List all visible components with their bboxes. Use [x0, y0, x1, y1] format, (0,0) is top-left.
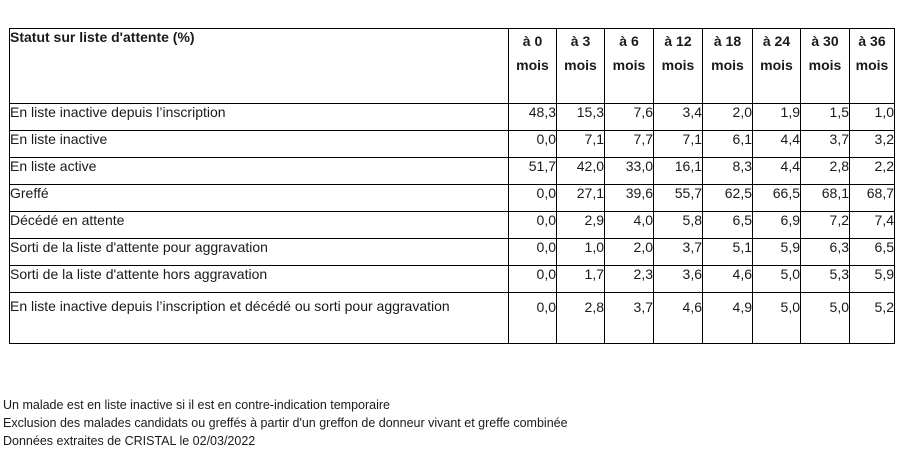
column-header-unit: mois [612, 57, 646, 73]
value-cell: 6,5 [850, 239, 895, 266]
value-cell: 33,0 [605, 158, 654, 185]
table-row [10, 158, 895, 185]
table-row [10, 104, 895, 131]
row-label: En liste active [10, 158, 509, 185]
column-header-top: à 12 [664, 33, 692, 49]
value-cell: 7,4 [850, 212, 895, 239]
column-header [509, 29, 557, 104]
value-cell: 62,5 [703, 185, 753, 212]
column-header-unit: mois [564, 57, 597, 73]
value-cell: 42,0 [557, 158, 605, 185]
column-header [801, 29, 850, 104]
value-cell: 3,7 [801, 131, 850, 158]
value-cell: 2,0 [703, 104, 753, 131]
value-cell: 5,0 [801, 293, 850, 344]
value-cell: 4,6 [654, 293, 703, 344]
column-header [654, 29, 703, 104]
column-header-unit: mois [808, 57, 842, 73]
value-cell: 3,7 [605, 293, 654, 344]
value-cell: 2,3 [605, 266, 654, 293]
value-cell: 2,8 [801, 158, 850, 185]
row-label: Greffé [10, 185, 509, 212]
column-header-top: à 3 [570, 33, 591, 49]
table-row [10, 185, 895, 212]
value-cell: 5,1 [703, 239, 753, 266]
table-header-row [10, 29, 895, 104]
row-label: Sorti de la liste d'attente pour aggravation [10, 239, 509, 266]
value-cell: 68,1 [801, 185, 850, 212]
value-cell: 8,3 [703, 158, 753, 185]
table-row [10, 212, 895, 239]
value-cell: 66,5 [753, 185, 801, 212]
value-cell: 6,5 [703, 212, 753, 239]
value-cell: 0,0 [509, 131, 557, 158]
column-header-unit: mois [711, 57, 744, 73]
waiting-list-status-table [9, 28, 895, 344]
table-row [10, 131, 895, 158]
value-cell: 2,9 [557, 212, 605, 239]
value-cell: 6,3 [801, 239, 850, 266]
row-label: En liste inactive depuis l’inscription [10, 104, 509, 131]
column-header-unit: mois [516, 57, 549, 73]
row-label: En liste inactive [10, 131, 509, 158]
value-cell: 68,7 [850, 185, 895, 212]
value-cell: 51,7 [509, 158, 557, 185]
column-header-top: à 36 [858, 33, 886, 49]
column-header-top: à 18 [713, 33, 742, 49]
value-cell: 2,8 [557, 293, 605, 344]
value-cell: 4,0 [605, 212, 654, 239]
value-cell: 6,1 [703, 131, 753, 158]
column-header [557, 29, 605, 104]
value-cell: 3,7 [654, 239, 703, 266]
value-cell: 0,0 [509, 239, 557, 266]
value-cell: 6,9 [753, 212, 801, 239]
value-cell: 3,6 [654, 266, 703, 293]
value-cell: 7,1 [557, 131, 605, 158]
value-cell: 5,0 [753, 293, 801, 344]
table-row [10, 266, 895, 293]
column-header [850, 29, 895, 104]
column-header [605, 29, 654, 104]
value-cell: 7,2 [801, 212, 850, 239]
column-header-top: à 0 [522, 33, 543, 49]
column-header [703, 29, 753, 104]
table-row [10, 239, 895, 266]
column-header-unit: mois [855, 57, 889, 73]
value-cell: 5,8 [654, 212, 703, 239]
value-cell: 1,0 [850, 104, 895, 131]
value-cell: 1,5 [801, 104, 850, 131]
footnote: Exclusion des malades candidats ou greffés à partir d'un greffon de donneur vivant et greffe combinée [3, 416, 568, 430]
value-cell: 0,0 [509, 266, 557, 293]
value-cell: 55,7 [654, 185, 703, 212]
row-label: En liste inactive depuis l’inscription et décédé ou sorti pour aggravation [10, 293, 509, 344]
value-cell: 39,6 [605, 185, 654, 212]
table-row [10, 293, 895, 344]
footnotes [3, 396, 568, 450]
value-cell: 5,9 [753, 239, 801, 266]
value-cell: 4,4 [753, 158, 801, 185]
value-cell: 7,7 [605, 131, 654, 158]
row-label: Décédé en attente [10, 212, 509, 239]
value-cell: 7,6 [605, 104, 654, 131]
value-cell: 16,1 [654, 158, 703, 185]
value-cell: 3,2 [850, 131, 895, 158]
column-header [753, 29, 801, 104]
value-cell: 0,0 [509, 212, 557, 239]
value-cell: 48,3 [509, 104, 557, 131]
header-label: Statut sur liste d'attente (%) [10, 29, 509, 104]
column-header-top: à 24 [762, 33, 791, 49]
value-cell: 0,0 [509, 185, 557, 212]
value-cell: 2,0 [605, 239, 654, 266]
value-cell: 4,4 [753, 131, 801, 158]
value-cell: 1,0 [557, 239, 605, 266]
value-cell: 1,9 [753, 104, 801, 131]
value-cell: 27,1 [557, 185, 605, 212]
value-cell: 2,2 [850, 158, 895, 185]
value-cell: 4,6 [703, 266, 753, 293]
value-cell: 4,9 [703, 293, 753, 344]
value-cell: 7,1 [654, 131, 703, 158]
value-cell: 5,3 [801, 266, 850, 293]
value-cell: 5,9 [850, 266, 895, 293]
footnote: Un malade est en liste inactive si il est en contre-indication temporaire [3, 398, 390, 412]
value-cell: 3,4 [654, 104, 703, 131]
row-label: Sorti de la liste d'attente hors aggravation [10, 266, 509, 293]
value-cell: 0,0 [509, 293, 557, 344]
column-header-unit: mois [760, 57, 793, 73]
column-header-top: à 30 [811, 33, 839, 49]
value-cell: 5,2 [850, 293, 895, 344]
footnote: Données extraites de CRISTAL le 02/03/2022 [3, 434, 256, 448]
value-cell: 5,0 [753, 266, 801, 293]
column-header-top: à 6 [619, 33, 639, 49]
value-cell: 15,3 [557, 104, 605, 131]
value-cell: 1,7 [557, 266, 605, 293]
column-header-unit: mois [661, 57, 695, 73]
